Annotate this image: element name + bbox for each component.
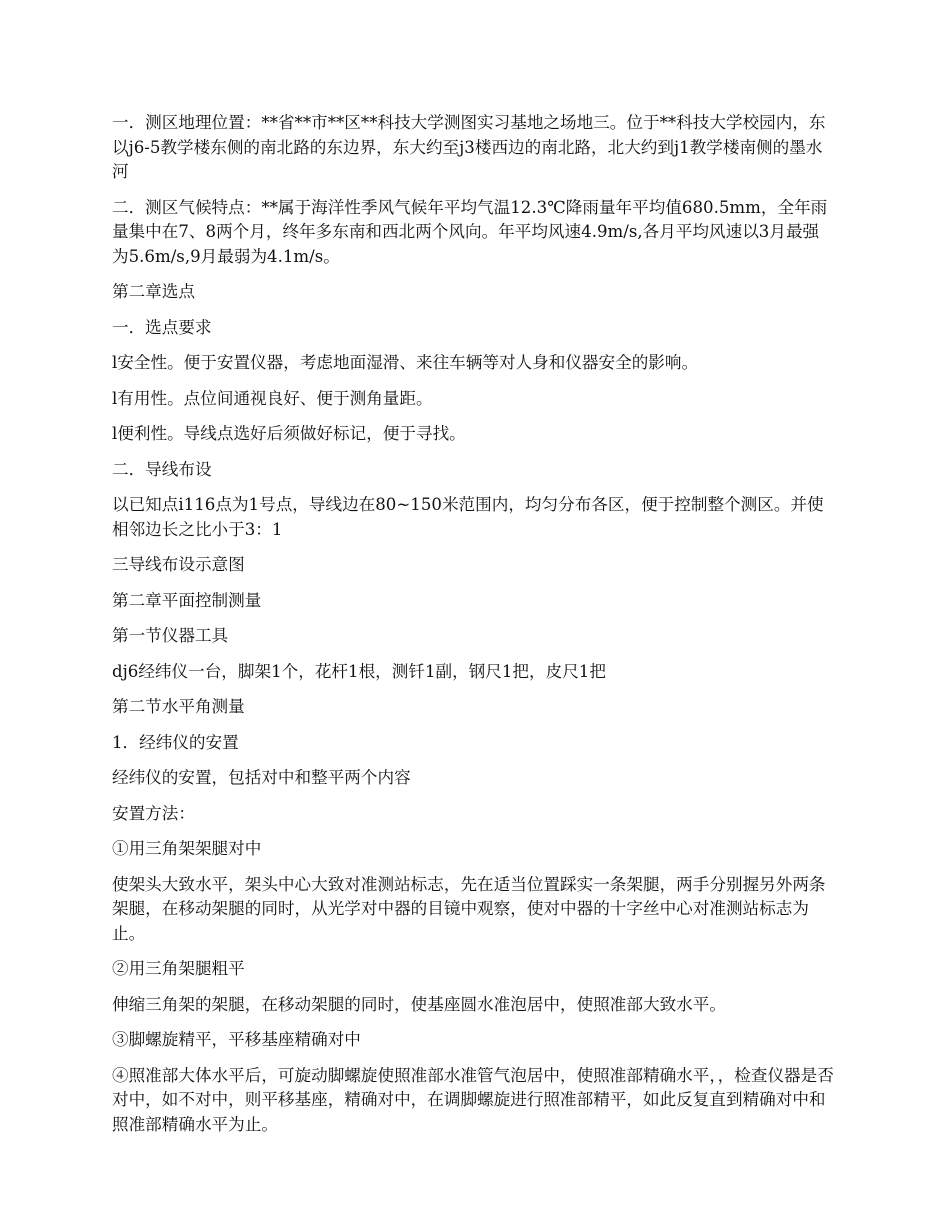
step-1-text: 使架头大致水平，架头中心大致对准测站标志，先在适当位置踩实一条架腿，两手分别握另外两条架腿，在移动架腿的同时，从光学对中器的目镜中观察，使对中器的十字丝中心对准测站标志为止。 bbox=[112, 874, 826, 943]
paragraph-traverse-layout: 以已知点i116点为1号点，导线边在80~150米范围内，均匀分布各区，便于控制整个测区。并使相邻边长之比小于3：1 bbox=[112, 495, 824, 539]
step-2-heading: ②用三角架腿粗平 bbox=[112, 959, 245, 978]
step-2-text: 伸缩三角架的架腿，在移动架腿的同时，使基座圆水准泡居中，使照准部大致水平。 bbox=[112, 994, 726, 1014]
paragraph-location: 一．测区地理位置：**省**市**区**科技大学测图实习基地之场地三。位于**科技大学校园内，东以j6-5教学楼东侧的南北路的东边界，东大约至j3楼西边的南北路，北大约到j1教学楼南侧的墨水河 bbox=[112, 113, 826, 181]
chapter-heading-site-selection: 第二章选点 bbox=[112, 282, 195, 301]
subheading-theodolite-setup: 1．经纬仪的安置 bbox=[112, 732, 239, 752]
step-1-heading: ①用三角架架腿对中 bbox=[112, 839, 262, 858]
document-page bbox=[112, 111, 834, 1148]
section-heading-requirements: 一．选点要求 bbox=[112, 317, 212, 337]
list-item-safety: l安全性。便于安置仪器，考虑地面湿滑、来往车辆等对人身和仪器安全的影响。 bbox=[112, 353, 699, 372]
section-heading-traverse-layout: 二．导线布设 bbox=[112, 459, 212, 479]
paragraph-setup-content: 经纬仪的安置，包括对中和整平两个内容 bbox=[112, 768, 411, 787]
list-item-convenience: l便利性。导线点选好后须做好标记，便于寻找。 bbox=[112, 424, 466, 443]
chapter-heading-control-survey: 第二章平面控制测量 bbox=[112, 590, 262, 610]
section-heading-instruments: 第一节仪器工具 bbox=[112, 626, 229, 645]
paragraph-instrument-list: dj6经纬仪一台，脚架1个，花杆1根，测钎1副，钢尺1把，皮尺1把 bbox=[112, 661, 606, 681]
paragraph-climate: 二．测区气候特点：**属于海洋性季风气候年平均气温12.3℃降雨量年平均值680.5mm，全年雨量集中在7、8两个月，终年多东南和西北两个风向。年平均风速4.9m/s,各月平均风速以3月最强为5.6m/s,9月最弱为4.1m/s。 bbox=[112, 197, 828, 266]
list-item-usefulness: l有用性。点位间通视良好、便于测角量距。 bbox=[112, 388, 433, 408]
section-heading-layout-diagram: 三导线布设示意图 bbox=[112, 555, 245, 574]
step-4-text: ④照准部大体水平后，可旋动脚螺旋使照准部水准管气泡居中，使照准部精确水平，，检查仪器是否对中，如不对中，则平移基座，精确对中，在调脚螺旋进行照准部精平，如此反复直到精确对中和照准部精确水平为止。 bbox=[112, 1065, 834, 1134]
paragraph-setup-method: 安置方法： bbox=[112, 803, 195, 823]
section-heading-horizontal-angle: 第二节水平角测量 bbox=[112, 697, 245, 716]
step-3-heading: ③脚螺旋精平，平移基座精确对中 bbox=[112, 1030, 361, 1049]
